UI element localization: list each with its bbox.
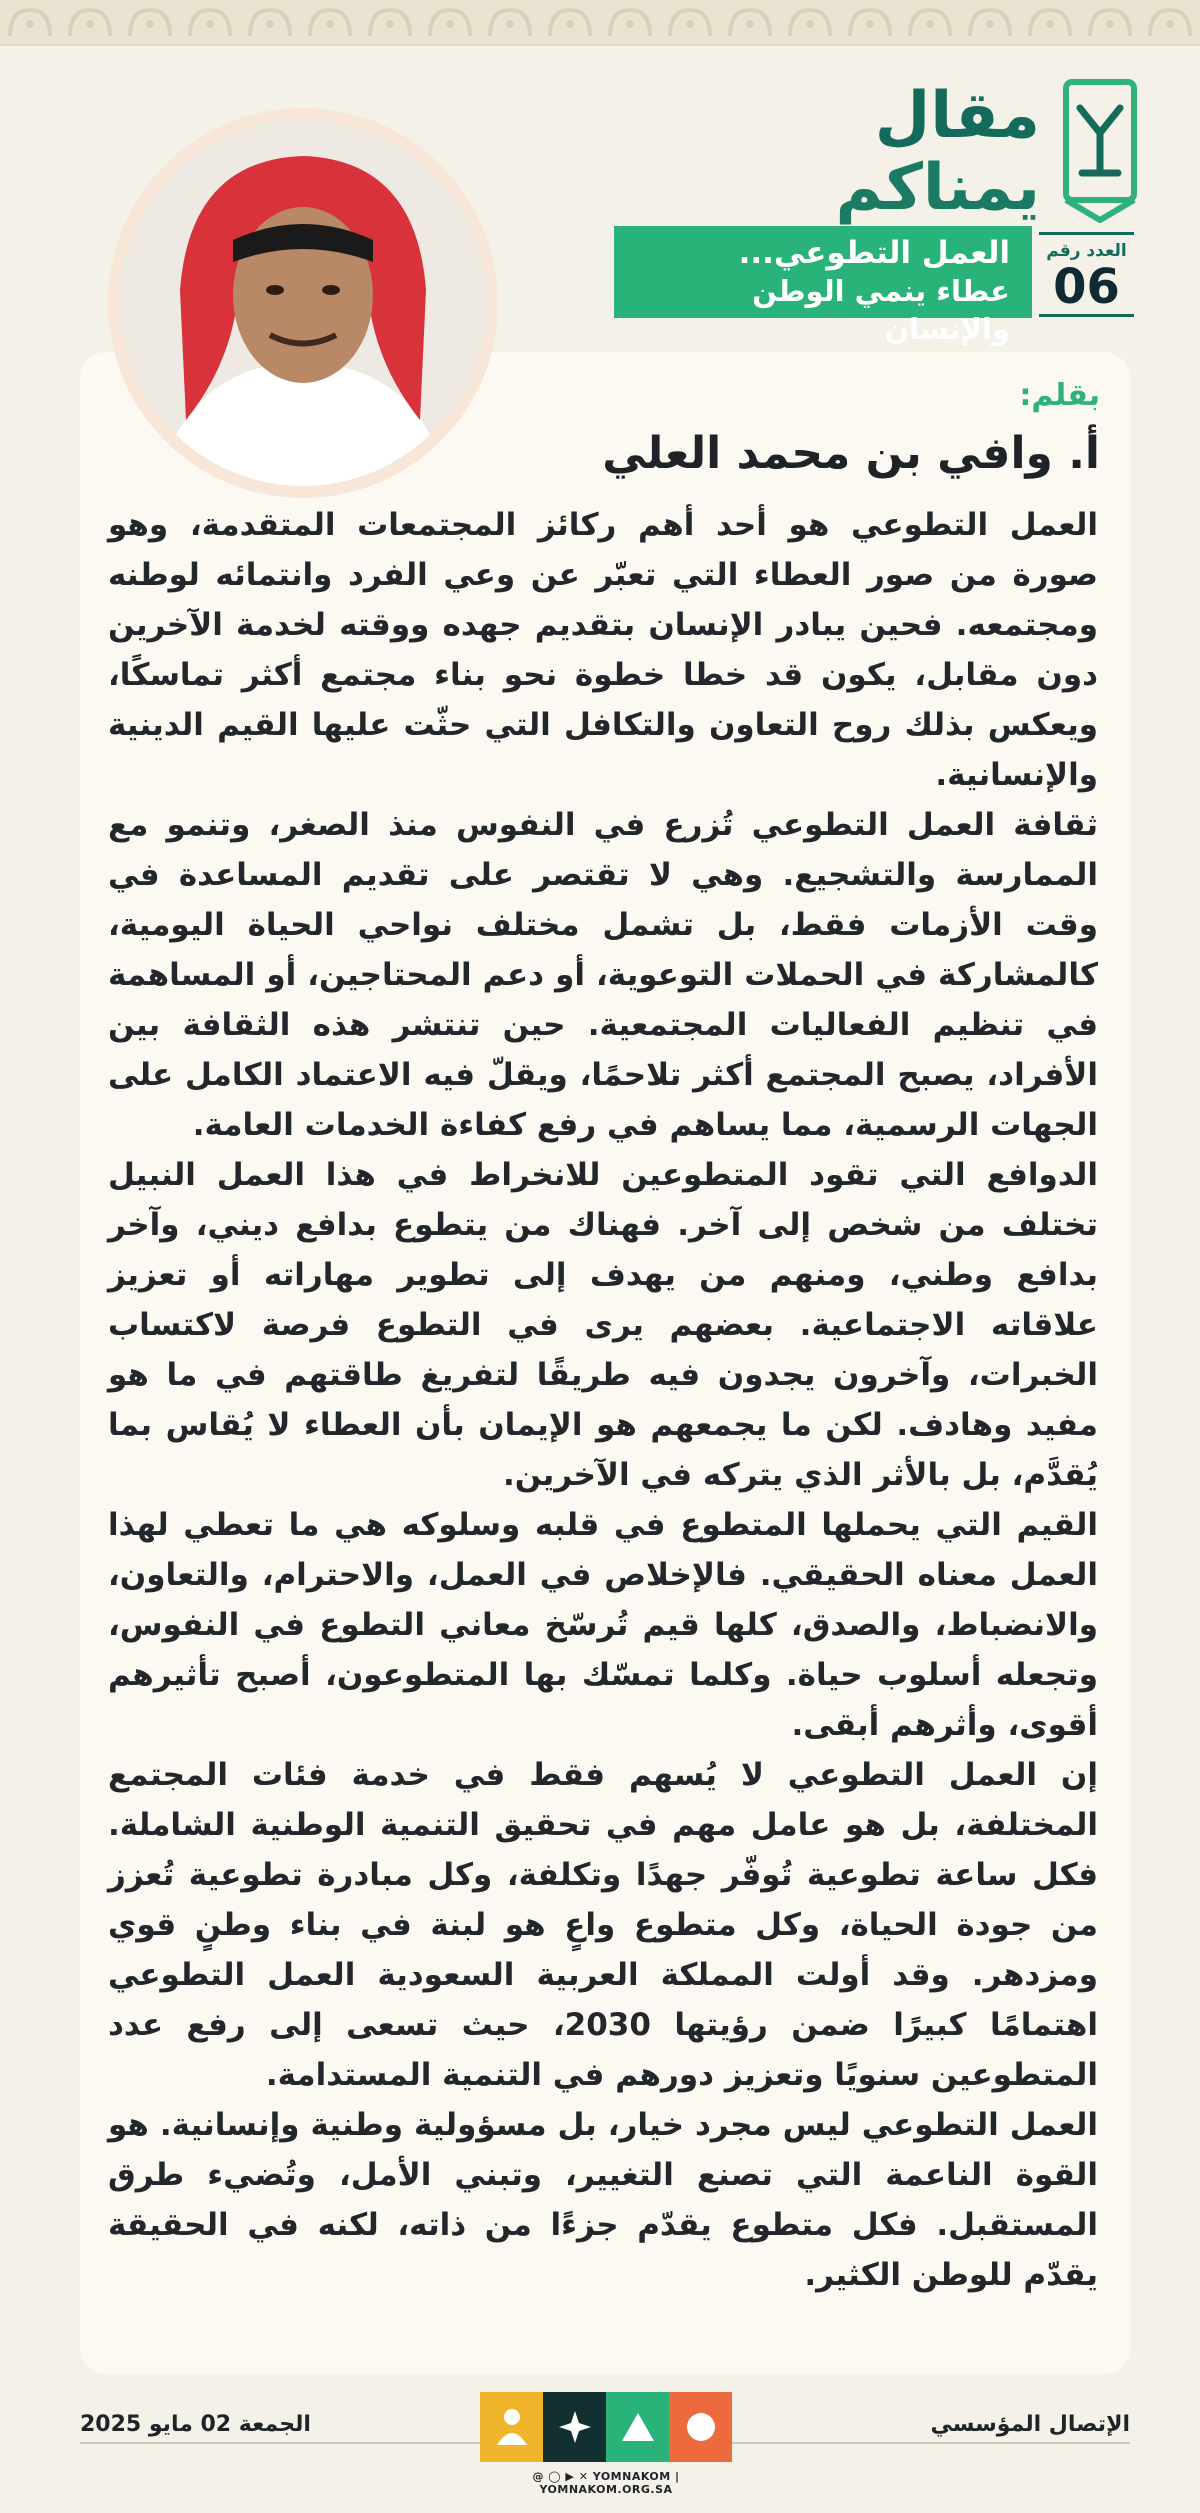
article-paragraph: ثقافة العمل التطوعي تُزرع في النفوس منذ الصغر، وتنمو مع الممارسة والتشجيع. وهي لا تقتصر على تقديم المساعدة في وقت الأزمات فقط، بل تشمل مختلف نواحي الحياة اليومية، كالمشاركة في الحملات التوعوية، أو دعم المحتاجين، أو المساهمة في تنظيم الفعاليات المجتمعية. حين تنتشر هذه الثقافة بين الأفراد، يصبح المجتمع أكثر تلاحمًا، ويقلّ فيه الاعتماد الكامل على الجهات الرسمية، مما يساهم في رفع كفاءة الخدمات العامة. [108, 807, 1098, 1143]
circle-icon [669, 2392, 732, 2462]
issue-label: العدد رقم [1046, 241, 1127, 261]
byline-label: بقلم: [1019, 378, 1100, 413]
headline-bar [614, 226, 1032, 346]
footer-brand-tiles [480, 2392, 732, 2462]
footer-date: الجمعة 02 مايو 2025 [80, 2412, 311, 2437]
article-paragraph: الدوافع التي تقود المتطوعين للانخراط في هذا العمل النبيل تختلف من شخص إلى آخر. فهناك من يتطوع بدافع ديني، وآخر بدافع وطني، ومنهم من يهدف إلى تطوير مهاراته أو تعزيز علاقاته الاجتماعية. بعضهم يرى في التطوع فرصة لاكتساب الخبرات، وآخرون يجدون فيه طريقًا لتفريغ طاقتهم في ما هو مفيد وهادف. لكن ما يجمعهم هو الإيمان بأن العطاء لا يُقاس بما يُقدَّم، بل بالأثر الذي يتركه في الآخرين. [108, 1157, 1098, 1493]
article-paragraph: العمل التطوعي هو أحد أهم ركائز المجتمعات المتقدمة، وهو صورة من صور العطاء التي تعبّر عن وعي الفرد وانتمائه لوطنه ومجتمعه. فحين يبادر الإنسان بتقديم جهده ووقته لخدمة الآخرين دون مقابل، يكون قد خطا خطوة نحو بناء مجتمع أكثر تماسكًا، ويعكس بذلك روح التعاون والتكافل التي حثّت عليها القيم الدينية والإنسانية. [108, 507, 1098, 793]
brand-title-line2: يمناكم [835, 151, 1040, 225]
article-paragraph: القيم التي يحملها المتطوع في قلبه وسلوكه هي ما تعطي لهذا العمل معناه الحقيقي. فالإخلاص في العمل، والاحترام، والتعاون، والانضباط، والصدق، كلها قيم تُرسّخ معاني التطوع في النفوس، وتجعله أسلوب حياة. وكلما تمسّك بها المتطوعون، أصبح تأثيرهم أقوى، وأثرهم أبقى. [108, 1507, 1098, 1743]
article-paragraph: العمل التطوعي ليس مجرد خيار، بل مسؤولية وطنية وإنسانية. هو القوة الناعمة التي تصنع التغيير، وتبني الأمل، وتُضيء طرق المستقبل. فكل متطوع يقدّم جزءًا من ذاته، لكنه في الحقيقة يقدّم للوطن الكثير. [108, 2107, 1098, 2293]
issue-number: 06 [1053, 259, 1120, 315]
headline-line1: العمل التطوعي... [738, 235, 1010, 271]
brand-logo-icon [1060, 78, 1140, 223]
brand-title-line1: مقال [874, 79, 1040, 153]
headline-line2: عطاء ينمي الوطن والإنسان [752, 274, 1010, 346]
cross-petal-icon [543, 2392, 606, 2462]
pattern-icon [0, 0, 1200, 46]
brand-title [540, 80, 1040, 224]
footer-department: الإتصال المؤسسي [930, 2412, 1130, 2437]
issue-number-box [1039, 232, 1134, 317]
author-name: أ. وافي بن محمد العلي [602, 428, 1100, 479]
person-icon [480, 2392, 543, 2462]
triangle-icon [606, 2392, 669, 2462]
top-decorative-pattern [0, 0, 1200, 46]
footer-website: @ ◯ ▶ ✕ YOMNAKOM | YOMNAKOM.ORG.SA [532, 2470, 680, 2496]
article-body [108, 500, 1098, 2300]
article-paragraph: إن العمل التطوعي لا يُسهم فقط في خدمة فئات المجتمع المختلفة، بل هو عامل مهم في تحقيق التنمية الوطنية الشاملة. فكل ساعة تطوعية تُوفّر جهدًا وتكلفة، وكل مبادرة تطوعية تُعزز من جودة الحياة، وكل متطوع واعٍ هو لبنة في بناء وطنٍ قوي ومزدهر. وقد أولت المملكة العربية السعودية العمل التطوعي اهتمامًا كبيرًا ضمن رؤيتها 2030، حيث تسعى إلى رفع عدد المتطوعين سنويًا وتعزيز دورهم في التنمية المستدامة. [108, 1757, 1098, 2093]
